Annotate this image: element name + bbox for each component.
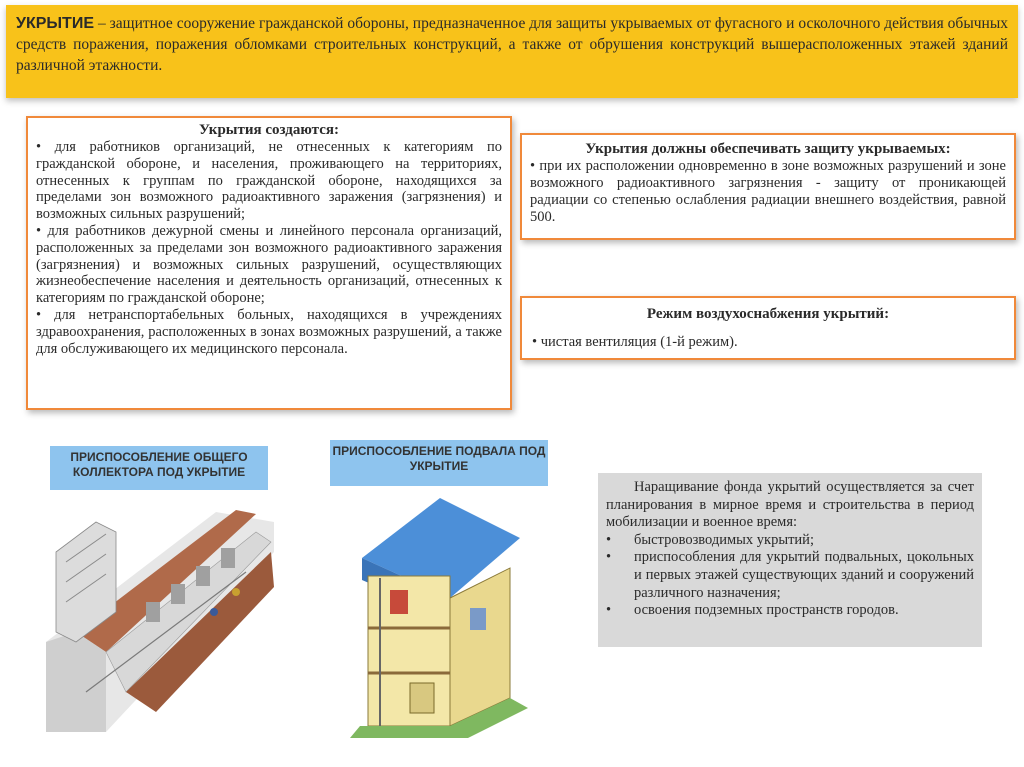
basement-illustration: [350, 498, 528, 738]
bullet: •: [606, 602, 612, 619]
protection-box: [520, 133, 1016, 240]
shelter-fund-item: приспособления для укрытий подвальных, цокольных и первых этажей существующих зданий и сооружений различного назначения;: [634, 549, 974, 601]
list-item: [606, 549, 974, 602]
shelters-created-box: [26, 116, 512, 410]
list-item: [606, 602, 974, 620]
list-item: [606, 532, 974, 550]
definition-term: УКРЫТИЕ: [16, 15, 94, 32]
shelters-created-title: Укрытия создаются:: [199, 122, 339, 138]
air-supply-box: [520, 296, 1016, 360]
bullet: •: [606, 531, 612, 548]
air-supply-text: • чистая вентиляция (1-й режим).: [532, 334, 738, 350]
shelter-fund-item: освоения подземных пространств городов.: [634, 602, 899, 619]
definition-banner: [6, 5, 1018, 98]
protection-title: Укрытия должны обеспечивать защиту укрываемых:: [585, 141, 951, 157]
shelter-fund-box: [598, 473, 982, 647]
shelters-created-item: • для работников дежурной смены и линейного персонала организаций, расположенных за пределами зон возможного радиоактивного заражения (загрязнения) и возможных сильных разрушений, осуществляющих жизнеобеспечение населения и деятельность организаций, отнесенных к категориям по гражданской обороне;: [36, 222, 502, 307]
collector-illustration: [46, 492, 274, 732]
shelter-fund-item: быстровозводимых укрытий;: [634, 531, 814, 548]
shelters-created-item: • для работников организаций, не отнесенных к категориям по гражданской обороне, и населения, проживающего на территориях, отнесенных к группам по гражданской обороне, находящихся за пределами зон возможного радиоактивного заражения (загрязнения) и возможных сильных разрушений;: [36, 139, 502, 223]
collector-caption: ПРИСПОСОБЛЕНИЕ ОБЩЕГО КОЛЛЕКТОРА ПОД УКРЫТИЕ: [50, 446, 268, 490]
shelter-fund-intro: Наращивание фонда укрытий осуществляется за счет планирования в мирное время и строительства в период мобилизации и военное время:: [606, 479, 974, 531]
air-supply-title: Режим воздухоснабжения укрытий:: [646, 306, 890, 322]
protection-text: • при их расположении одновременно в зоне возможных разрушений и зоне возможного радиоактивного загрязнения - защиту от проникающей радиации со степенью ослабления радиации внешнего воздействия, равной 500.: [530, 158, 1006, 225]
basement-caption: ПРИСПОСОБЛЕНИЕ ПОДВАЛА ПОД УКРЫТИЕ: [330, 440, 548, 486]
shelters-created-item: • для нетранспортабельных больных, находящихся в учреждениях здравоохранения, расположенных в зонах возможных разрушений, а также для обслуживающего их медицинского персонала.: [36, 306, 502, 357]
definition-text: – защитное сооружение гражданской обороны, предназначенное для защиты укрываемых от фугасного и осколочного действия обычных средств поражения, поражения обломками строительных конструкций, а также от обрушения конструкций вышерасположенных этажей зданий различной этажности.: [16, 15, 1008, 74]
bullet: •: [606, 549, 612, 566]
